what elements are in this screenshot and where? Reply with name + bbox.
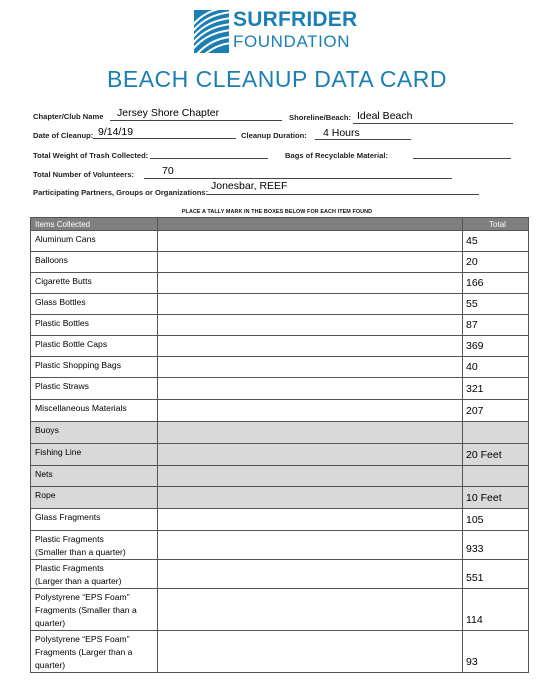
item-label: Glass Fragments [31,509,158,531]
tally-box[interactable] [158,336,463,357]
item-label [31,631,158,673]
item-total[interactable]: 551 [463,560,529,589]
duration-line [315,139,411,140]
volunteers-label: Total Number of Volunteers: [33,170,134,179]
table-row [31,422,529,444]
logo-title: SURFRIDER [233,8,358,31]
item-label-line: quarter) [35,618,66,628]
tally-box[interactable] [158,357,463,378]
tally-box[interactable] [158,273,463,294]
tally-box[interactable] [158,487,463,509]
tally-box[interactable] [158,509,463,531]
table-row [31,631,529,673]
item-label-line: Fragments (Smaller than a [35,605,137,615]
surfrider-wave-logo-icon [194,10,229,53]
item-total[interactable]: 321 [463,378,529,400]
item-total[interactable]: 933 [463,531,529,560]
tally-box[interactable] [158,378,463,400]
tally-box[interactable] [158,444,463,466]
date-line [93,138,236,139]
item-total[interactable]: 369 [463,336,529,357]
volunteers-line [144,178,452,179]
bags-line[interactable] [413,158,511,159]
item-label-line: Polystyrene “EPS Foam” [35,634,130,644]
item-label: Nets [31,466,158,487]
item-label-line: Plastic Fragments [35,534,104,544]
item-label: Glass Bottles [31,294,158,315]
tally-box[interactable] [158,560,463,589]
item-label: Fishing Line [31,444,158,466]
duration-label: Cleanup Duration: [241,131,307,140]
item-label-line: Fragments (Larger than a [35,647,133,657]
table-row [31,315,529,336]
weight-label: Total Weight of Trash Collected: [33,151,149,160]
tally-box[interactable] [158,631,463,673]
item-label [31,560,158,589]
tally-box[interactable] [158,294,463,315]
item-label: Buoys [31,422,158,444]
table-row [31,560,529,589]
volunteers-value[interactable]: 70 [162,165,174,177]
table-row [31,487,529,509]
item-label: Plastic Bottle Caps [31,336,158,357]
item-label [31,589,158,631]
total-header: Total [463,218,529,231]
shoreline-label: Shoreline/Beach: [289,113,352,122]
table-row [31,589,529,631]
item-label: Rope [31,487,158,509]
items-header: Items Collected [31,218,158,231]
weight-line[interactable] [150,158,268,159]
partners-label: Participating Partners, Groups or Organizations: [33,188,209,197]
tally-box[interactable] [158,466,463,487]
date-value[interactable]: 9/14/19 [98,126,134,138]
table-row [31,378,529,400]
tally-header [158,218,463,231]
item-label-line: quarter) [35,660,66,670]
tally-box[interactable] [158,400,463,422]
tally-box[interactable] [158,422,463,444]
item-label: Miscellaneous Materials [31,400,158,422]
page-title: BEACH CLEANUP DATA CARD [107,66,447,92]
item-label: Cigarette Butts [31,273,158,294]
item-total[interactable]: 20 [463,252,529,273]
item-total[interactable]: 55 [463,294,529,315]
table-row [31,531,529,560]
item-label: Aluminum Cans [31,231,158,252]
shoreline-value[interactable]: Ideal Beach [357,110,413,122]
table-row [31,400,529,422]
item-total[interactable] [463,466,529,487]
tally-box[interactable] [158,231,463,252]
item-total[interactable]: 20 Feet [463,444,529,466]
partners-value[interactable]: Jonesbar, REEF [211,180,288,192]
item-label: Balloons [31,252,158,273]
item-total[interactable]: 45 [463,231,529,252]
tally-box[interactable] [158,589,463,631]
item-label-line: (Larger than a quarter) [35,576,122,586]
item-total[interactable] [463,422,529,444]
chapter-label: Chapter/Club Name [33,112,104,121]
items-collected-table [30,217,529,673]
table-row [31,336,529,357]
tally-box[interactable] [158,531,463,560]
item-total[interactable]: 166 [463,273,529,294]
tally-instruction: PLACE A TALLY MARK IN THE BOXES BELOW FOR EACH ITEM FOUND [181,209,373,215]
item-label-line: Polystyrene “EPS Foam” [35,592,130,602]
item-label: Plastic Bottles [31,315,158,336]
tally-box[interactable] [158,315,463,336]
date-label: Date of Cleanup: [33,131,94,140]
item-label: Plastic Straws [31,378,158,400]
item-total[interactable]: 40 [463,357,529,378]
table-row [31,252,529,273]
tally-box[interactable] [158,252,463,273]
table-row [31,273,529,294]
table-header-row [31,218,529,231]
item-label-line: Plastic Fragments [35,563,104,573]
table-row [31,509,529,531]
surfrider-logo [194,8,364,54]
logo-subtitle: FOUNDATION [233,32,351,51]
duration-value[interactable]: 4 Hours [323,127,360,139]
chapter-value[interactable]: Jersey Shore Chapter [117,107,220,119]
item-total[interactable]: 10 Feet [463,487,529,509]
item-total[interactable]: 105 [463,509,529,531]
item-total[interactable]: 87 [463,315,529,336]
item-label [31,531,158,560]
item-total[interactable]: 93 [463,631,529,673]
table-row [31,231,529,252]
table-row [31,294,529,315]
chapter-line [110,120,282,121]
partners-line [207,194,479,195]
table-row [31,357,529,378]
bags-label: Bags of Recyclable Material: [285,151,388,160]
item-label: Plastic Shopping Bags [31,357,158,378]
item-total[interactable]: 207 [463,400,529,422]
item-label-line: (Smaller than a quarter) [35,547,126,557]
item-total[interactable]: 114 [463,589,529,631]
table-row [31,466,529,487]
table-row [31,444,529,466]
shoreline-line [353,123,513,124]
